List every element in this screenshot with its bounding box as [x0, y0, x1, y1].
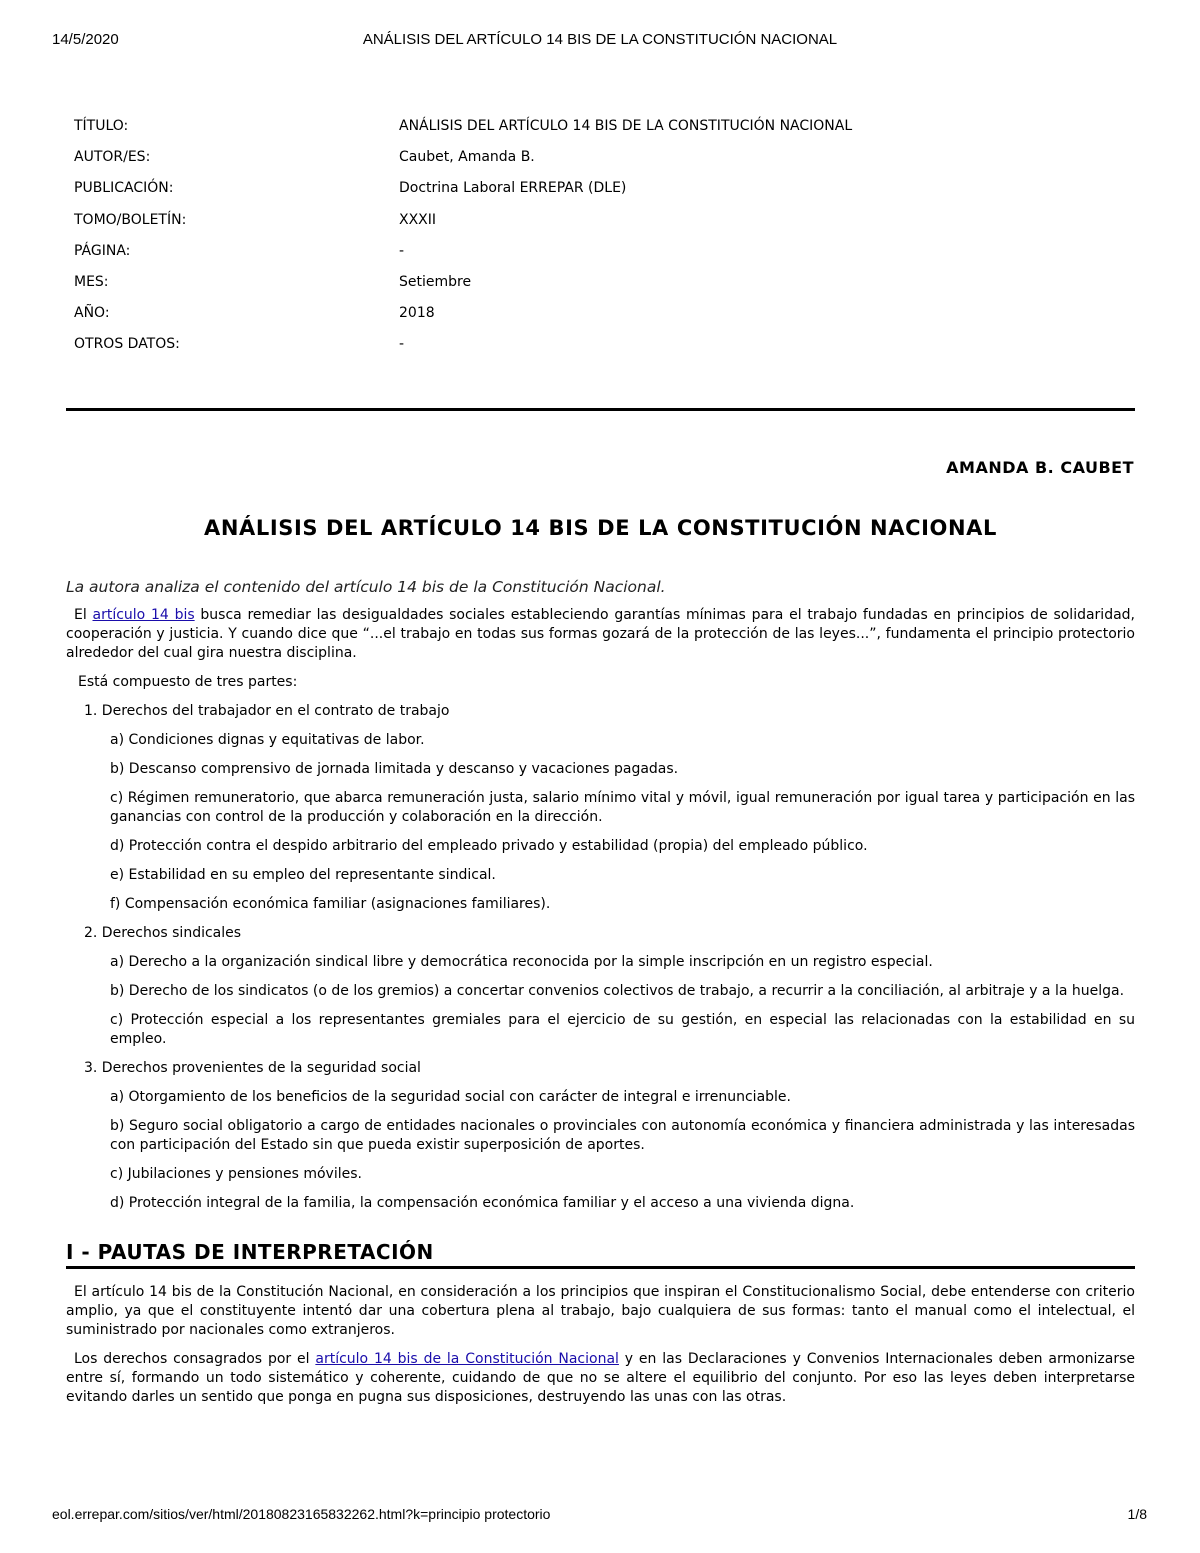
- list-item: c) Protección especial a los representantes gremiales para el ejercicio de su gestión, en especial las relacionadas con la estabilidad en su empleo.: [110, 1012, 1135, 1047]
- metadata-row-otros: [74, 336, 1134, 367]
- intro-paragraph: [66, 606, 1135, 663]
- metadata-value: XXXII: [399, 211, 437, 228]
- constitution-article-link[interactable]: artículo 14 bis de la Constitución Nacional: [315, 1351, 619, 1367]
- metadata-value: -: [399, 242, 405, 259]
- metadata-key: MES:: [74, 273, 109, 290]
- print-header-title: ANÁLISIS DEL ARTÍCULO 14 BIS DE LA CONSTITUCIÓN NACIONAL: [362, 31, 838, 48]
- metadata-value: 2018: [399, 305, 435, 322]
- list-item: e) Estabilidad en su empleo del representante sindical.: [110, 867, 496, 883]
- section-text-post: y en las Declaraciones y Convenios Internacionales deben armonizarse entre sí, formando un todo sistemático y coherente, cuidando de que no se altere el equilibrio del conjunto. Por eso las leyes deben interpretarse evitando darles un sentido que ponga en pugna sus disposiciones, destruyendo las unas con las otras.: [66, 1351, 1136, 1405]
- header-divider: [66, 408, 1135, 411]
- metadata-key: PÁGINA:: [74, 242, 131, 259]
- metadata-row-titulo: [74, 118, 1134, 149]
- metadata-value: Doctrina Laboral ERREPAR (DLE): [399, 180, 627, 197]
- page-number: 1/8: [1127, 1506, 1147, 1522]
- metadata-row-anio: [74, 305, 1134, 336]
- article-14bis-link[interactable]: artículo 14 bis: [92, 607, 195, 623]
- list-item: b) Seguro social obligatorio a cargo de entidades nacionales o provinciales con autonomía económica y financiera administrada y las interesadas con participación del Estado sin que pueda existir superposición de aportes.: [110, 1118, 1135, 1153]
- intro-text-pre: El: [74, 607, 93, 623]
- metadata-value: Caubet, Amanda B.: [399, 149, 535, 166]
- metadata-row-autores: [74, 149, 1134, 180]
- section-paragraph: El artículo 14 bis de la Constitución Nacional, en consideración a los principios que inspiran el Constitucionalismo Social, debe entenderse con criterio amplio, ya que el constituyente intentó dar una cobertura plena al trabajo, bajo cualquiera de sus formas: tanto el manual como el intelectual, el suministrado por nacionales como extranjeros.: [66, 1284, 1135, 1338]
- print-footer: [0, 1506, 1200, 1526]
- metadata-row-publicacion: [74, 180, 1134, 211]
- parts-lead: Está compuesto de tres partes:: [78, 674, 298, 690]
- part-title: 1. Derechos del trabajador en el contrato de trabajo: [84, 703, 450, 719]
- article-title: ANÁLISIS DEL ARTÍCULO 14 BIS DE LA CONSTITUCIÓN NACIONAL: [204, 516, 997, 540]
- print-date: 14/5/2020: [52, 31, 119, 48]
- list-item: b) Derecho de los sindicatos (o de los gremios) a concertar convenios colectivos de trabajo, a recurrir a la conciliación, al arbitraje y a la huelga.: [110, 983, 1125, 999]
- metadata-value: ANÁLISIS DEL ARTÍCULO 14 BIS DE LA CONSTITUCIÓN NACIONAL: [399, 118, 853, 134]
- list-item: c) Régimen remuneratorio, que abarca remuneración justa, salario mínimo vital y móvil, igual remuneración por igual tarea y participación en las ganancias con control de la producción y colaboración en la dirección.: [110, 790, 1135, 825]
- part-title: 2. Derechos sindicales: [84, 925, 242, 941]
- metadata-value: Setiembre: [399, 273, 472, 290]
- section-paragraph: [66, 1350, 1135, 1407]
- list-item: d) Protección contra el despido arbitrario del empleado privado y estabilidad (propia) del empleado público.: [110, 838, 868, 854]
- part-title: 3. Derechos provenientes de la seguridad social: [84, 1060, 421, 1076]
- metadata-key: TOMO/BOLETÍN:: [74, 211, 187, 228]
- metadata-table: [74, 118, 1134, 368]
- abstract: La autora analiza el contenido del artículo 14 bis de la Constitución Nacional.: [66, 578, 666, 596]
- list-item: a) Derecho a la organización sindical libre y democrática reconocida por la simple inscripción en un registro especial.: [110, 954, 933, 970]
- list-item: a) Otorgamiento de los beneficios de la seguridad social con carácter de integral e irrenunciable.: [110, 1089, 791, 1105]
- list-item: a) Condiciones dignas y equitativas de labor.: [110, 732, 425, 748]
- source-url: eol.errepar.com/sitios/ver/html/20180823165832262.html?k=principio protectorio: [52, 1506, 551, 1522]
- metadata-row-mes: [74, 274, 1134, 305]
- metadata-value: -: [399, 336, 405, 353]
- metadata-key: AUTOR/ES:: [74, 149, 151, 166]
- metadata-key: OTROS DATOS:: [74, 336, 180, 353]
- author-name: AMANDA B. CAUBET: [946, 458, 1134, 477]
- metadata-row-pagina: [74, 243, 1134, 274]
- list-item: d) Protección integral de la familia, la compensación económica familiar y el acceso a una vivienda digna.: [110, 1195, 855, 1211]
- list-item: c) Jubilaciones y pensiones móviles.: [110, 1166, 362, 1182]
- print-header: [0, 31, 1200, 51]
- section-text-pre: Los derechos consagrados por el: [74, 1351, 316, 1367]
- metadata-key: AÑO:: [74, 305, 110, 322]
- list-item: f) Compensación económica familiar (asignaciones familiares).: [110, 896, 551, 912]
- section-heading: I - PAUTAS DE INTERPRETACIÓN: [66, 1239, 1135, 1269]
- metadata-key: PUBLICACIÓN:: [74, 180, 174, 197]
- article-body: [66, 578, 1135, 1417]
- metadata-row-tomo: [74, 212, 1134, 243]
- intro-text-post: busca remediar las desigualdades sociales estableciendo garantías mínimas para el trabajo fundadas en principios de solidaridad, cooperación y justicia. Y cuando dice que “...el trabajo en todas sus formas gozará de la protección de las leyes...”, fundamenta el principio protectorio alrededor del cual gira nuestra disciplina.: [66, 607, 1135, 661]
- metadata-key: TÍTULO:: [74, 118, 129, 134]
- list-item: b) Descanso comprensivo de jornada limitada y descanso y vacaciones pagadas.: [110, 761, 679, 777]
